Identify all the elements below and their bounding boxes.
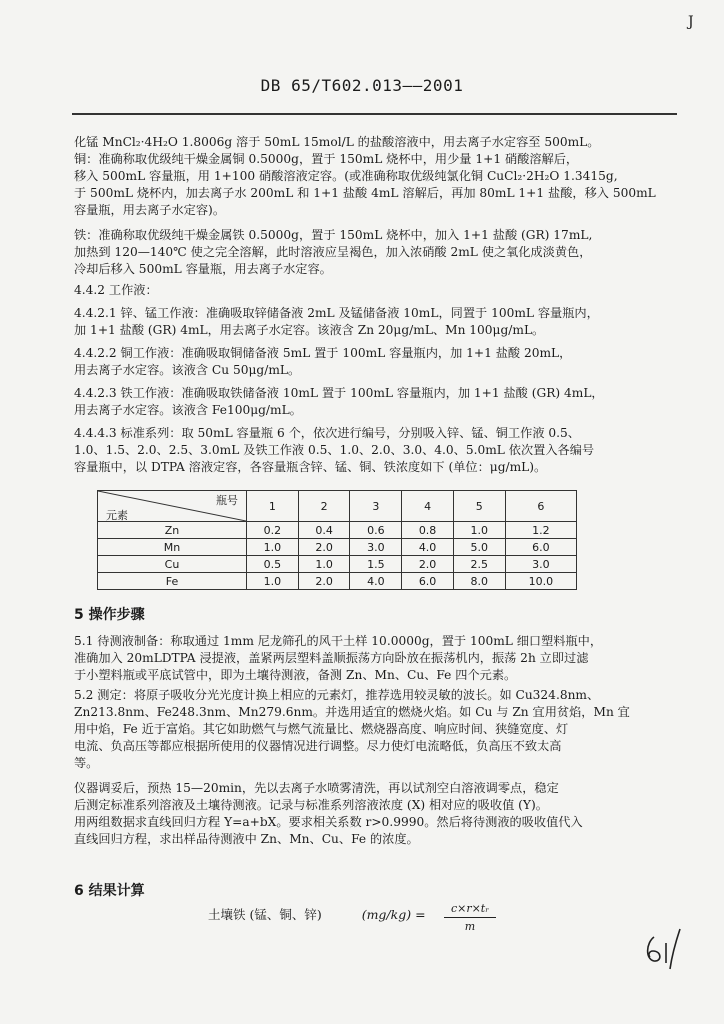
body-line: 4.4.4.3 标准系列：取 50mL 容量瓶 6 个，依次进行编号，分别吸入锌、锰、铜工作液 0.5、 [74, 426, 580, 440]
element-cell: Cu [98, 556, 247, 573]
handwritten-signature-icon [640, 925, 686, 971]
value-cell: 2.0 [298, 539, 350, 556]
body-line: 用中焰，Fe 近于富焰。其它如助燃气与燃气流量比、燃烧器高度、响应时间、狭缝宽度、灯 [74, 722, 569, 736]
col-header: 2 [298, 491, 350, 522]
section-5-title: 5 操作步骤 [74, 607, 145, 623]
value-cell: 0.2 [247, 522, 299, 539]
table-corner-cell [98, 491, 247, 522]
table-row [98, 573, 577, 590]
body-line: 移入 500mL 容量瓶，用 1+100 硝酸溶液定容。(或准确称取优级纯氯化铜 CuCl₂·2H₂O 1.3415g, [74, 169, 618, 183]
value-cell: 2.5 [453, 556, 505, 573]
value-cell: 4.0 [402, 539, 454, 556]
standard-header: DB 65/T602.013——2001 [260, 76, 464, 95]
body-line: 4.4.2.2 铜工作液：准确吸取铜储备液 5mL 置于 100mL 容量瓶内，加 1+1 盐酸 20mL， [74, 346, 572, 360]
col-header: 6 [505, 491, 576, 522]
section-6-title: 6 结果计算 [74, 883, 145, 899]
col-header: 1 [247, 491, 299, 522]
value-cell: 4.0 [350, 573, 402, 590]
body-line: 5.2 测定：将原子吸收分光光度计换上相应的元素灯，推荐选用较灵敏的波长。如 Cu324.8nm、 [74, 688, 600, 702]
body-line: 4.4.2.3 铁工作液：准确吸取铁储备液 10mL 置于 100mL 容量瓶内，加 1+1 盐酸 (GR) 4mL， [74, 386, 604, 400]
value-cell: 1.0 [453, 522, 505, 539]
table-row [98, 539, 577, 556]
body-line: 准确加入 20mLDTPA 浸提液，盖紧两层塑料盖顺振荡方向卧放在振荡机内，振荡 2h 立即过滤 [74, 651, 589, 665]
body-line: 冷却后移入 500mL 容量瓶，用去离子水定容。 [74, 262, 332, 276]
body-line: 用去离子水定容。该液含 Fe100μg/mL。 [74, 403, 302, 417]
body-line: 于小塑料瓶或平底试管中，即为土壤待测液，备测 Zn、Mn、Cu、Fe 四个元素。 [74, 668, 517, 682]
formula-label: 土壤铁 (锰、铜、锌) [208, 907, 322, 922]
body-line: 化锰 MnCl₂·4H₂O 1.8006g 溶于 50mL 15mol/L 的盐酸溶液中，用去离子水定容至 500mL。 [74, 135, 600, 149]
formula-fraction [444, 902, 496, 933]
table-row [98, 556, 577, 573]
value-cell: 3.0 [350, 539, 402, 556]
table-row [98, 522, 577, 539]
body-line: 于 500mL 烧杯内，加去离子水 200mL 和 1+1 盐酸 4mL 溶解后，再加 80mL 1+1 盐酸，移入 500mL [74, 186, 656, 200]
value-cell: 6.0 [505, 539, 576, 556]
body-line: 仪器调妥后，预热 15—20min，先以去离子水喷雾清洗，再以试剂空白溶液调零点，稳定 [74, 781, 559, 795]
body-line: 直线回归方程，求出样品待测液中 Zn、Mn、Cu、Fe 的浓度。 [74, 832, 419, 846]
body-line: 4.4.2 工作液： [74, 283, 158, 297]
value-cell: 1.0 [247, 539, 299, 556]
body-line: 电流、负高压等都应根据所使用的仪器情况进行调整。尽力使灯电流略低，负高压不致太高 [74, 739, 562, 753]
handwritten-page-mark [640, 925, 686, 975]
body-line: 容量瓶，用去离子水定容)。 [74, 203, 226, 217]
body-line: 1.0、1.5、2.0、2.5、3.0mL 及铁工作液 0.5、1.0、2.0、3.0、4.0、5.0mL 依次置入各编号 [74, 443, 595, 457]
col-header: 3 [350, 491, 402, 522]
table-header-row [98, 491, 577, 522]
body-line: 铜：准确称取优级纯干燥金属铜 0.5000g，置于 150mL 烧杯中，用少量 1+1 硝酸溶解后， [74, 152, 579, 166]
corner-bottom-label: 元素 [106, 509, 128, 522]
value-cell: 2.0 [402, 556, 454, 573]
header-rule [72, 113, 677, 115]
body-line: 4.4.2.1 锌、锰工作液：准确吸取锌储备液 2mL 及锰储备液 10mL，同置于 100mL 容量瓶内， [74, 306, 599, 320]
formula-denominator: m [464, 920, 476, 933]
formula-unit: (mg/kg) = [361, 907, 426, 922]
value-cell: 0.6 [350, 522, 402, 539]
body-line: 用去离子水定容。该液含 Cu 50μg/mL。 [74, 363, 301, 377]
element-cell: Fe [98, 573, 247, 590]
standard-series-table [97, 490, 577, 590]
element-cell: Zn [98, 522, 247, 539]
value-cell: 6.0 [402, 573, 454, 590]
body-line: Zn213.8nm、Fe248.3nm、Mn279.6nm。并选用适宜的燃烧火焰。如 Cu 与 Zn 宜用贫焰，Mn 宜 [74, 705, 630, 719]
col-header: 4 [402, 491, 454, 522]
value-cell: 10.0 [505, 573, 576, 590]
value-cell: 0.5 [247, 556, 299, 573]
body-line: 加热到 120—140℃ 使之完全溶解，此时溶液应呈褐色，加入浓硝酸 2mL 使之氧化成淡黄色， [74, 245, 592, 259]
corner-mark: J [688, 14, 694, 30]
body-line: 5.1 待测液制备：称取通过 1mm 尼龙筛孔的风干土样 10.0000g，置于 100mL 细口塑料瓶中， [74, 634, 603, 648]
value-cell: 2.0 [298, 573, 350, 590]
result-formula [208, 905, 426, 923]
body-line: 铁：准确称取优级纯干燥金属铁 0.5000g，置于 150mL 烧杯中，加入 1+1 盐酸 (GR) 17mL, [74, 228, 593, 242]
formula-numerator: c×r×tᵣ [444, 902, 496, 918]
element-cell: Mn [98, 539, 247, 556]
col-header: 5 [453, 491, 505, 522]
body-line: 等。 [74, 756, 99, 770]
value-cell: 0.4 [298, 522, 350, 539]
body-line: 后测定标准系列溶液及土壤待测液。记录与标准系列溶液浓度 (X) 相对应的吸收值 (Y)。 [74, 798, 548, 812]
value-cell: 8.0 [453, 573, 505, 590]
value-cell: 3.0 [505, 556, 576, 573]
value-cell: 1.5 [350, 556, 402, 573]
body-line: 用两组数据求直线回归方程 Y=a+bX。要求相关系数 r>0.9990。然后将待测液的吸收值代入 [74, 815, 583, 829]
value-cell: 1.0 [247, 573, 299, 590]
corner-top-label: 瓶号 [216, 494, 238, 507]
value-cell: 0.8 [402, 522, 454, 539]
value-cell: 1.0 [298, 556, 350, 573]
value-cell: 1.2 [505, 522, 576, 539]
value-cell: 5.0 [453, 539, 505, 556]
body-line: 容量瓶中，以 DTPA 溶液定容，各容量瓶含锌、锰、铜、铁浓度如下 (单位：μg/mL)。 [74, 460, 547, 474]
body-line: 加 1+1 盐酸 (GR) 4mL，用去离子水定容。该液含 Zn 20μg/mL、Mn 100μg/mL。 [74, 323, 545, 337]
